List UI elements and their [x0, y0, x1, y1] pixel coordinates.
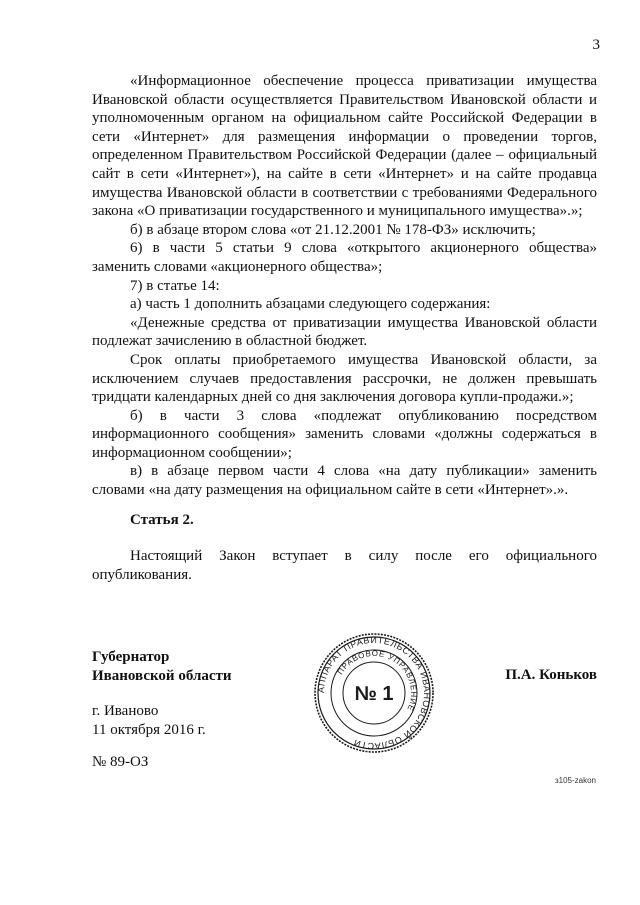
stamp-center-number: № 1 — [354, 683, 394, 705]
official-stamp — [313, 632, 435, 754]
paragraph-b-part-3: б) в части 3 слова «подлежат опубликованию посредством информационного сообщения» заменить словами «должны содержаться в информационном сообщении»; — [92, 407, 597, 461]
signatory-title-line-1: Губернатор — [92, 649, 170, 665]
signatory-name: П.А. Коньков — [505, 667, 597, 683]
place: г. Иваново — [92, 703, 159, 719]
paragraph-v-part-4: в) в абзаце первом части 4 слова «на дату публикации» заменить словами «на дату размещения на официальном сайте в сети «Интернет».». — [92, 463, 597, 499]
paragraph-funds: «Денежные средства от приватизации имущества Ивановской области подлежат зачислению в областной бюджет. — [92, 314, 597, 350]
signatory-title — [92, 648, 232, 685]
stamp-inner-text: ПРАВОВОЕ УПРАВЛЕНИЕ — [335, 648, 419, 713]
article-2-heading: Статья 2. — [130, 512, 194, 528]
signatory-title-line-2: Ивановской области — [92, 667, 232, 684]
paragraph-a-supplement: а) часть 1 дополнить абзацами следующего содержания: — [130, 296, 491, 313]
paragraph-6-replace: 6) в части 5 статьи 9 слова «открытого акционерного общества» заменить словами «акционерного общества»; — [92, 240, 597, 275]
stamp-outer-text: АППАРАТ ПРАВИТЕЛЬСТВА ИВАНОВСКОЙ ОБЛАСТИ — [315, 634, 433, 752]
paragraph-7-article-14: 7) в статье 14: — [130, 277, 220, 294]
file-code: з105-zakon — [554, 776, 596, 785]
law-number: № 89-ОЗ — [92, 754, 149, 770]
place-and-date — [92, 702, 206, 739]
article-2-text: Настоящий Закон вступает в силу после его официального опубликования. — [92, 548, 597, 583]
signing-date: 11 октября 2016 г. — [92, 721, 206, 738]
paragraph-payment-term: Срок оплаты приобретаемого имущества Ивановской области, за исключением случаев предоставления рассрочки, не должен превышать тридцати календарных дней со дня заключения договора купли-продажи.»; — [92, 351, 597, 406]
paragraph-b-exclude: б) в абзаце втором слова «от 21.12.2001 № 178-ФЗ» исключить; — [130, 221, 536, 238]
law-amendments-text — [92, 72, 597, 500]
page-number: 3 — [592, 37, 600, 53]
paragraph-info-provision: «Информационное обеспечение процесса приватизации имущества Ивановской области осуществляется Правительством Ивановской области и уполномоченным органом на официальном сайте Российской Федерации в сети «Интернет» для размещения информации о проведении торгов, определенном Правительством Российской Федерации (далее – официальный сайт в сети «Интернет»), на сайте в сети «Интернет» и на сайте продавца имущества Ивановской области в соответствии с требованиями Федерального закона «О приватизации государственного и муниципального имущества».»; — [92, 73, 597, 220]
